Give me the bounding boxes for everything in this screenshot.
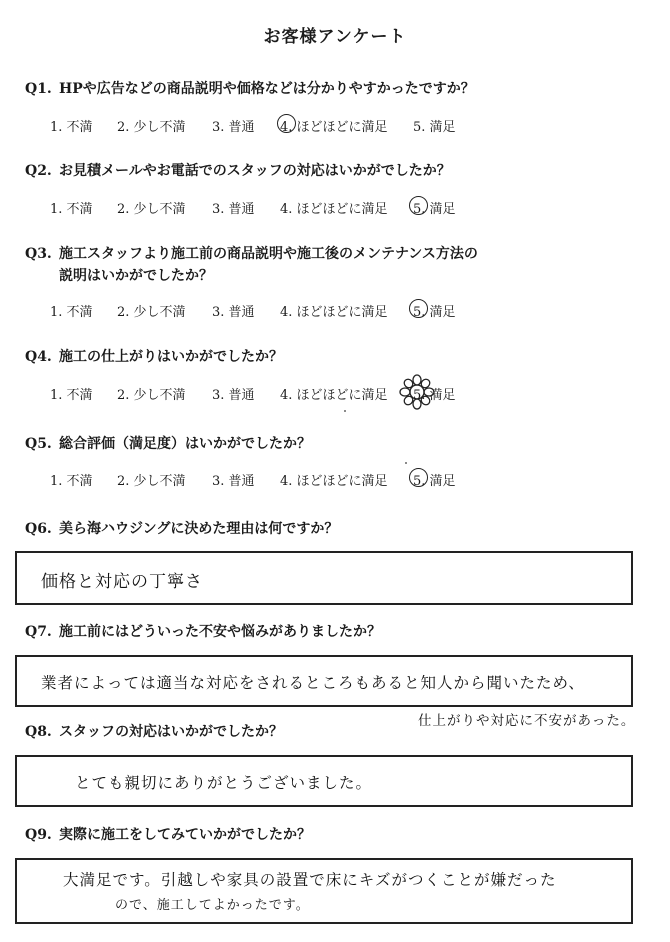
scan-speck bbox=[405, 462, 407, 464]
rating-options-q5 bbox=[50, 470, 610, 490]
question-1 bbox=[25, 78, 475, 100]
question-number: Q4. bbox=[25, 349, 52, 365]
option-3[interactable]: 3. 普通 bbox=[212, 474, 255, 489]
question-2 bbox=[25, 160, 451, 182]
selection-circle-icon bbox=[409, 299, 428, 318]
question-number: Q8. bbox=[25, 724, 52, 740]
option-2[interactable]: 2. 少し不満 bbox=[117, 305, 186, 320]
option-2[interactable]: 2. 少し不満 bbox=[117, 388, 186, 403]
flower-selection-icon bbox=[399, 374, 435, 410]
question-text: 実際に施工をしてみていかがでしたか？ bbox=[59, 827, 311, 843]
option-5[interactable]: 5. 満足 bbox=[413, 120, 456, 135]
question-text: 施工前にはどういった不安や悩みがありましたか？ bbox=[59, 624, 381, 640]
question-8 bbox=[25, 721, 283, 743]
option-3[interactable]: 3. 普通 bbox=[212, 120, 255, 135]
question-text: 施工スタッフより施工前の商品説明や施工後のメンテナンス方法の bbox=[59, 246, 478, 262]
option-1[interactable]: 1. 不満 bbox=[50, 305, 93, 320]
question-text: お見積メールやお電話でのスタッフの対応はいかがでしたか？ bbox=[59, 163, 451, 179]
option-4-selected[interactable]: 4. ほどほどに満足 bbox=[280, 116, 388, 135]
option-3[interactable]: 3. 普通 bbox=[212, 305, 255, 320]
rating-options-q2 bbox=[50, 198, 610, 218]
question-number: Q6. bbox=[25, 521, 52, 537]
answer-box-q9[interactable] bbox=[15, 858, 633, 924]
question-9 bbox=[25, 824, 311, 846]
rating-options-q4 bbox=[50, 384, 610, 404]
scan-speck bbox=[344, 410, 346, 412]
answer-box-q8[interactable] bbox=[15, 755, 633, 807]
page-title: お客様アンケート bbox=[263, 27, 407, 47]
question-5 bbox=[25, 433, 311, 455]
option-1[interactable]: 1. 不満 bbox=[50, 120, 93, 135]
option-5-selected[interactable]: 5. 満足 bbox=[413, 198, 456, 217]
option-5-selected[interactable]: 5. 満足 bbox=[413, 384, 456, 403]
option-2[interactable]: 2. 少し不満 bbox=[117, 120, 186, 135]
selection-circle-icon bbox=[409, 468, 428, 487]
question-4 bbox=[25, 346, 283, 368]
rating-options-q1 bbox=[50, 116, 610, 136]
question-text: 美ら海ハウジングに決めた理由は何ですか？ bbox=[59, 521, 339, 537]
selection-circle-icon bbox=[409, 196, 428, 215]
option-5-selected[interactable]: 5. 満足 bbox=[413, 301, 456, 320]
question-number: Q5. bbox=[25, 436, 52, 452]
question-number: Q1. bbox=[25, 81, 52, 97]
question-text: 総合評価（満足度）はいかがでしたか？ bbox=[59, 436, 311, 452]
option-1[interactable]: 1. 不満 bbox=[50, 202, 93, 217]
option-4[interactable]: 4. ほどほどに満足 bbox=[280, 388, 388, 403]
question-7 bbox=[25, 621, 381, 643]
option-2[interactable]: 2. 少し不満 bbox=[117, 202, 186, 217]
question-number: Q3. bbox=[25, 246, 52, 262]
handwritten-answer-line-1: 業者によっては適当な対応をされるところもあると知人から聞いたため、 bbox=[41, 674, 585, 692]
question-text: スタッフの対応はいかがでしたか？ bbox=[59, 724, 283, 740]
handwritten-answer-line-1: 大満足です。引越しや家具の設置で床にキズがつくことが嫌だった bbox=[63, 871, 557, 889]
option-2[interactable]: 2. 少し不満 bbox=[117, 474, 186, 489]
rating-options-q3 bbox=[50, 301, 610, 321]
option-1[interactable]: 1. 不満 bbox=[50, 388, 93, 403]
handwritten-answer: とても親切にありがとうございました。 bbox=[75, 774, 373, 792]
option-4[interactable]: 4. ほどほどに満足 bbox=[280, 474, 388, 489]
option-3[interactable]: 3. 普通 bbox=[212, 388, 255, 403]
handwritten-answer: 価格と対応の丁寧さ bbox=[41, 572, 203, 592]
selection-circle-icon bbox=[277, 114, 296, 133]
option-4[interactable]: 4. ほどほどに満足 bbox=[280, 305, 388, 320]
question-number: Q9. bbox=[25, 827, 52, 843]
option-5-selected[interactable]: 5. 満足 bbox=[413, 470, 456, 489]
question-text: 施工の仕上がりはいかがでしたか？ bbox=[59, 349, 283, 365]
answer-box-q7[interactable] bbox=[15, 655, 633, 707]
handwritten-answer-line-2: 仕上がりや対応に不安があった。 bbox=[418, 713, 636, 729]
option-4[interactable]: 4. ほどほどに満足 bbox=[280, 202, 388, 217]
option-1[interactable]: 1. 不満 bbox=[50, 474, 93, 489]
option-3[interactable]: 3. 普通 bbox=[212, 202, 255, 217]
question-number: Q2. bbox=[25, 163, 52, 179]
question-text: HPや広告などの商品説明や価格などは分かりやすかったですか？ bbox=[59, 81, 475, 97]
question-3 bbox=[25, 243, 478, 287]
handwritten-answer-line-2: ので、施工してよかったです。 bbox=[115, 898, 310, 913]
question-number: Q7. bbox=[25, 624, 52, 640]
question-text-cont: 説明はいかがでしたか？ bbox=[59, 268, 213, 284]
answer-box-q6[interactable] bbox=[15, 551, 633, 605]
question-6 bbox=[25, 518, 338, 540]
